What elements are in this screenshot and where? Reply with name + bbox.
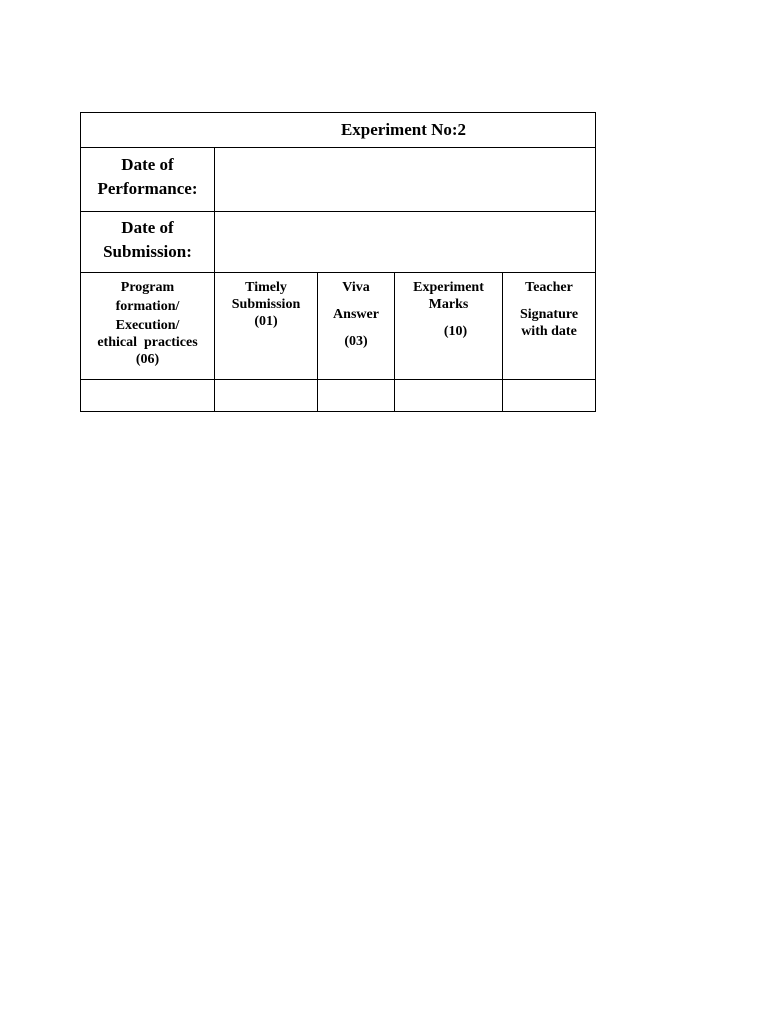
- program-header: [81, 273, 215, 380]
- date-of-performance-label: [81, 148, 215, 212]
- experiment-marks-header: [395, 273, 503, 380]
- program-header-line-4: ethical practices: [97, 335, 198, 350]
- teacher-signature-cell[interactable]: [503, 380, 596, 412]
- viva-header-line-3: (03): [344, 334, 368, 349]
- timely-header-line-2: Submission: [231, 297, 301, 312]
- program-header-line-2: formation/: [115, 299, 180, 314]
- date-of-submission-line-2: Submission:: [103, 242, 192, 261]
- date-of-submission-label: [81, 212, 215, 273]
- marks-entry-row: [81, 380, 596, 412]
- timely-marks-cell[interactable]: [215, 380, 318, 412]
- timely-header-line-3: (01): [254, 314, 278, 329]
- timely-submission-header: [215, 273, 318, 380]
- date-of-submission-value[interactable]: [215, 212, 596, 273]
- marks-header-line-1: Experiment: [413, 280, 484, 295]
- program-marks-cell[interactable]: [81, 380, 215, 412]
- experiment-record-table: [80, 112, 596, 412]
- viva-answer-header: [318, 273, 395, 380]
- date-of-performance-value[interactable]: [215, 148, 596, 212]
- marks-header-row: [81, 273, 596, 380]
- viva-marks-cell[interactable]: [318, 380, 395, 412]
- date-of-performance-line-2: Performance:: [97, 179, 198, 198]
- teacher-header-line-3: with date: [521, 324, 577, 339]
- date-of-submission-line-1: Date of: [121, 218, 174, 237]
- experiment-title-cell: [81, 113, 596, 148]
- experiment-title: Experiment No:2: [340, 120, 467, 139]
- experiment-marks-cell[interactable]: [395, 380, 503, 412]
- timely-header-line-1: Timely: [245, 280, 287, 295]
- teacher-header-line-2: Signature: [519, 307, 579, 322]
- submission-row: [81, 212, 596, 273]
- program-header-line-3: Execution/: [115, 318, 180, 333]
- teacher-header-line-1: Teacher: [525, 280, 573, 295]
- teacher-signature-header: [503, 273, 596, 380]
- experiment-record-sheet: [80, 112, 595, 396]
- marks-header-line-3: (10): [443, 324, 468, 339]
- date-of-performance-line-1: Date of: [121, 155, 174, 174]
- performance-row: [81, 148, 596, 212]
- marks-header-line-2: Marks: [428, 297, 469, 312]
- program-header-line-5: (06): [135, 352, 160, 367]
- title-row: [81, 113, 596, 148]
- viva-header-line-2: Answer: [333, 307, 379, 322]
- viva-header-line-1: Viva: [342, 280, 370, 295]
- program-header-line-1: Program: [120, 280, 175, 295]
